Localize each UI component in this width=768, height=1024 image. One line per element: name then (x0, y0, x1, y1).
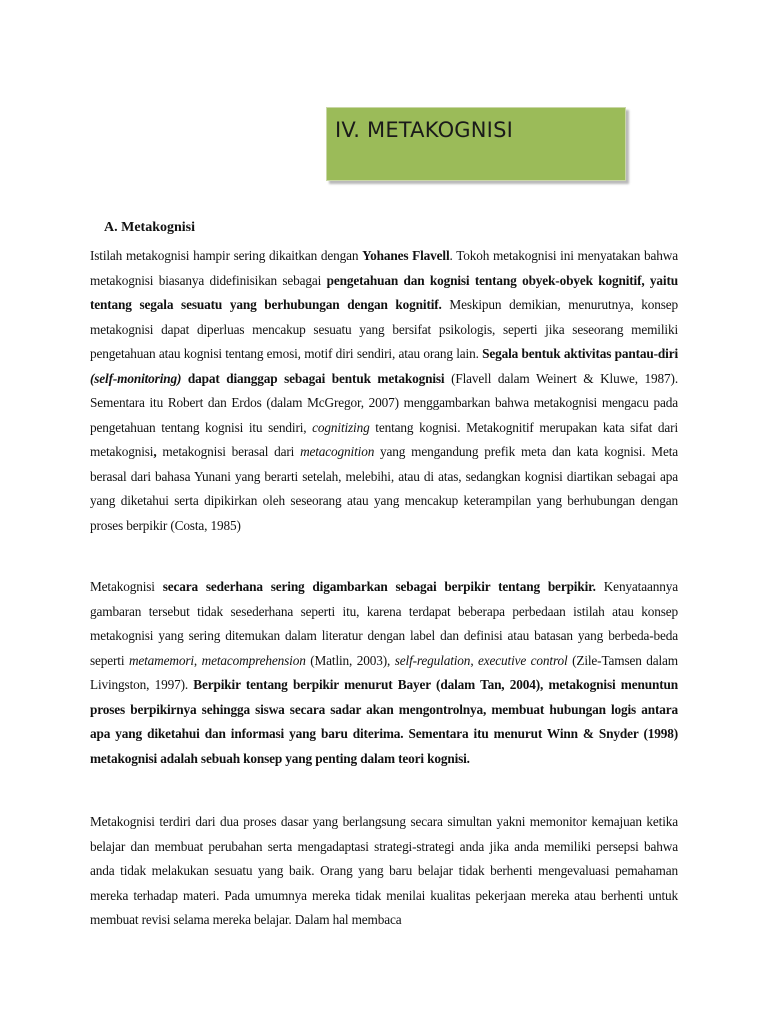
paragraph-3 (90, 810, 678, 933)
text-run: self-regulation (394, 652, 471, 668)
paragraph-2 (90, 575, 678, 771)
text-run: secara sederhana sering digambarkan sebagai berpikir tentang berpikir. (162, 579, 596, 594)
text-run: , (470, 652, 479, 668)
text-run: , (153, 444, 157, 459)
text-run: , (193, 652, 202, 668)
text-run: metacomprehension (201, 652, 306, 668)
text-run: tentang kognisi. Metakognitif merupakan kata sifat dari metakognisi (90, 419, 678, 459)
text-run: Kenyataannya gambaran tersebut tidak sesederhana seperti itu, karena terdapat beberapa perbedaan istilah atau konsep metakognisi yang sering ditemukan dalam literatur dengan label dan definisi atau batasan yang berbeda-beda seperti (90, 579, 678, 668)
text-run: (Zile-Tamsen dalam Livingston, 1997). (90, 652, 678, 692)
text-run: executive control (478, 652, 568, 668)
text-run: metamemori (128, 652, 194, 668)
text-run: yang mengandung prefik meta dan kata kognisi. Meta berasal dari bahasa Yunani yang berarti setelah, melebihi, atau di atas, sedangkan kognisi diartikan sebagai apa yang diketahui serta dipikirkan oleh seseorang atau yang mencakup keterampilan yang berhubungan dengan proses berpikir (Costa, 1985) (90, 444, 678, 533)
text-run: . Tokoh metakognisi ini menyatakan bahwa metakognisi biasanya didefinisikan sebagai (90, 248, 678, 288)
text-run: Segala bentuk aktivitas pantau-diri (482, 346, 678, 361)
text-run: dapat dianggap sebagai bentuk metakognisi (181, 370, 445, 386)
text-run: Yohanes Flavell (362, 248, 450, 263)
chapter-title-box (326, 107, 626, 181)
text-run: Metakognisi (90, 579, 163, 594)
text-run: cognitizing (312, 419, 370, 435)
text-run: Meskipun demikian, menurutnya, konsep metakognisi dapat diperluas mencakup sesuatu yang bersifat psikologis, seperti jika seseorang memiliki pengetahuan atau kognisi tentang emosi, motif diri sendiri, atau orang lain. (90, 297, 678, 361)
text-run: Istilah metakognisi hampir sering dikaitkan dengan (90, 248, 363, 263)
text-run: metacognition (300, 444, 375, 459)
text-run: Metakognisi terdiri dari dua proses dasar yang berlangsung secara simultan yakni memonitor kemajuan ketika belajar dan membuat perubahan serta mengadaptasi strategi-strategi anda jika anda memiliki persepsi bahwa anda tidak melakukan sesuatu yang baik. Orang yang baru belajar tidak berhenti mengevaluasi pemahaman mereka terhadap materi. Pada umumnya mereka tidak menilai kualitas pekerjaan mereka atau berhenti untuk membuat revisi selama mereka belajar. Dalam hal membaca (90, 814, 678, 927)
text-run: metakognisi berasal dari (156, 444, 301, 459)
section-heading: A. Metakognisi (104, 220, 195, 235)
text-run: (Flavell dalam Weinert & Kluwe, 1987). Sementara itu Robert dan Erdos (dalam McGregor, 2007) menggambarkan bahwa metakognisi mengacu pada pengetahuan tentang kognisi itu sendiri, (90, 370, 678, 435)
text-run: pengetahuan dan kognisi tentang obyek-obyek kognitif, yaitu tentang segala sesuatu yang berhubungan dengan kognitif. (90, 272, 678, 312)
text-run: (self-monitoring) (90, 370, 182, 386)
text-run: Berpikir tentang berpikir menurut Bayer (dalam Tan, 2004), metakognisi menuntun proses berpikirnya sehingga siswa secara sadar akan mengontrolnya, membuat hubungan logis antara apa yang diketahui dan informasi yang baru diterima. Sementara itu menurut Winn & Snyder (1998) metakognisi adalah sebuah konsep yang penting dalam teori kognisi. (90, 677, 678, 766)
paragraph-1 (90, 244, 678, 538)
chapter-title: IV. METAKOGNISI (335, 118, 514, 142)
text-run: (Matlin, 2003), (305, 652, 395, 668)
